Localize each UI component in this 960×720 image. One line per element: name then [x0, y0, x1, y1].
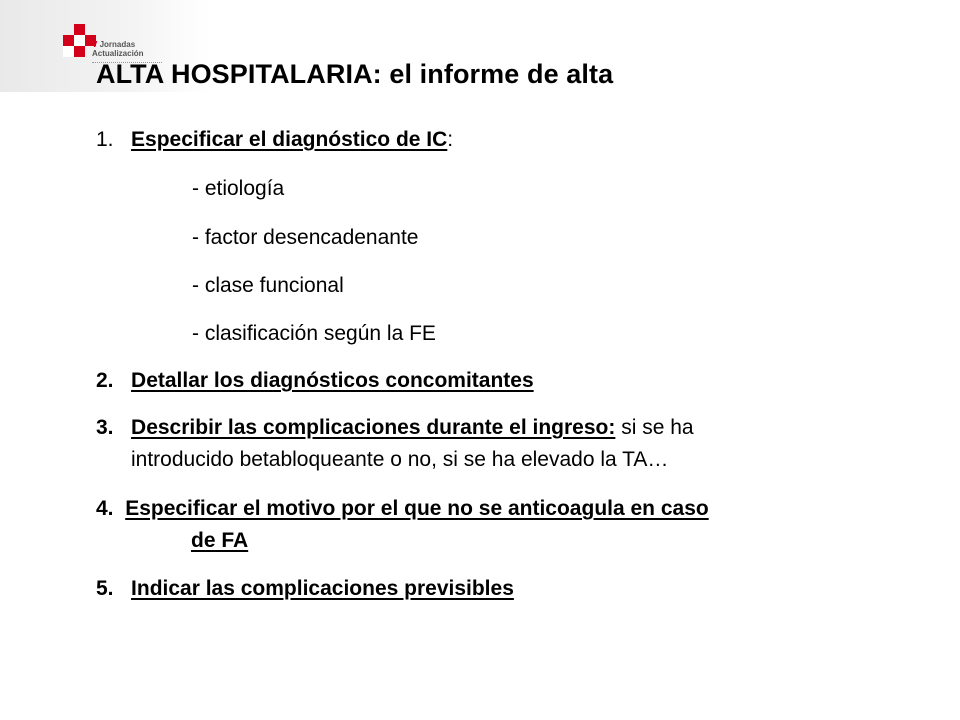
- sub-item: - factor desencadenante: [192, 226, 419, 249]
- logo-text: [92, 40, 144, 58]
- sub-item: - clasificación según la FE: [192, 322, 436, 345]
- item-heading-continued: de FA: [191, 529, 249, 552]
- item-colon: :: [447, 128, 454, 151]
- item-heading: Describir las complicaciones durante el ingreso:: [131, 416, 616, 439]
- item-text: si se ha: [615, 416, 694, 439]
- item-text-continued: introducido betabloqueante o no, si se ha elevado la TA…: [131, 448, 669, 471]
- list-item-2: [96, 367, 534, 394]
- item-heading: Indicar las complicaciones previsibles: [131, 577, 514, 600]
- sub-item: - etiología: [192, 177, 285, 200]
- item-number: 2.: [96, 369, 114, 392]
- item-number: 1.: [96, 128, 114, 151]
- logo-line1: Jornadas: [97, 40, 136, 49]
- logo-square-icon: [74, 24, 85, 35]
- logo-square-icon: [74, 35, 85, 46]
- item-heading: Detallar los diagnósticos concomitantes: [131, 369, 534, 392]
- logo-square-icon: [63, 35, 74, 46]
- list-item-3: [96, 414, 694, 441]
- list-item-1: [96, 126, 453, 153]
- logo-accent: V: [92, 40, 98, 49]
- item-heading: Especificar el motivo por el que no se anticoagula en caso: [125, 497, 709, 520]
- item-heading: Especificar el diagnóstico de IC: [131, 128, 448, 151]
- list-item-5: [96, 575, 514, 602]
- page-title: ALTA HOSPITALARIA: el informe de alta: [96, 59, 614, 89]
- item-number: 4.: [96, 497, 114, 520]
- list-item-4: [96, 495, 709, 522]
- item-number: 5.: [96, 577, 114, 600]
- logo-line2: Actualización: [92, 49, 144, 58]
- logo-square-icon: [74, 46, 85, 57]
- sub-item: - clase funcional: [192, 274, 344, 297]
- logo-square-icon: [63, 46, 74, 57]
- item-number: 3.: [96, 416, 114, 439]
